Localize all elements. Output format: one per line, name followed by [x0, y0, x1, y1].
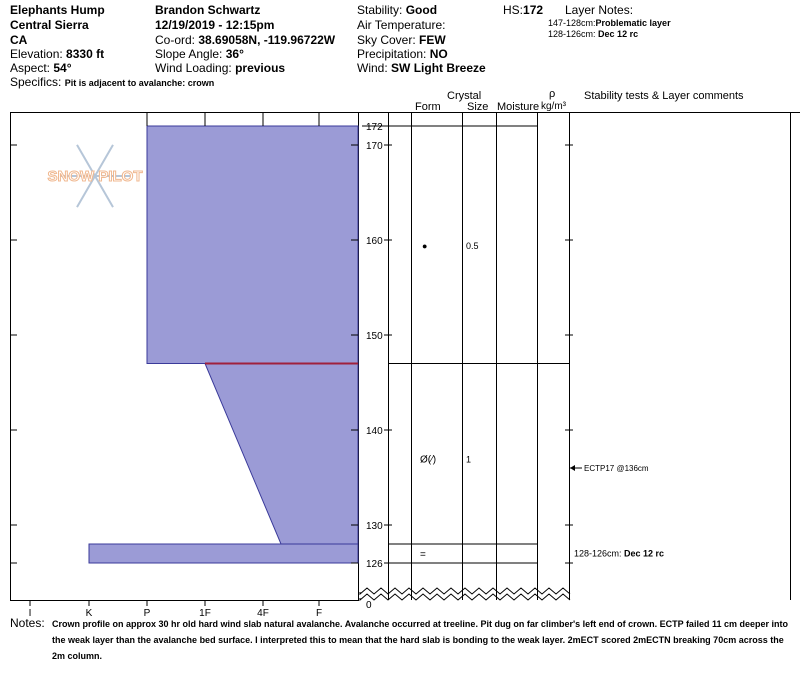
grain-form-1: ● — [422, 240, 428, 251]
col-rho: ρ — [549, 88, 556, 100]
stability-label: Stability: — [357, 3, 403, 17]
slope-value: 36° — [225, 47, 244, 61]
col-size: Size — [467, 101, 489, 113]
aspect-value: 54° — [53, 61, 72, 75]
layer-note-2-text: Dec 12 rc — [598, 29, 639, 39]
stability-value: Good — [405, 3, 438, 17]
datetime: 12/19/2019 - 12:15pm — [155, 18, 275, 32]
wind-loading-label: Wind Loading: — [155, 61, 232, 75]
col-stability-tests: Stability tests & Layer comments — [584, 90, 744, 102]
elevation-label: Elevation: — [10, 47, 63, 61]
grain-size-1: 0.5 — [466, 240, 479, 251]
layer-note-1-text: Problematic layer — [595, 18, 671, 28]
depth-label-126: 126 — [366, 559, 383, 570]
air-temperature: Air Temperature: — [357, 18, 446, 32]
depth-label-140: 140 — [366, 426, 383, 437]
layer-notes-label: Layer Notes: — [565, 3, 634, 17]
col-moisture: Moisture — [497, 101, 540, 113]
notes-text: Crown profile on approx 30 hr old hard wind slab natural avalanche. Avalanche occurred at treeline. Pit dug on far climber's left end of crown. ECTP failed 11 cm deeper into the weak layer than the avalanche bed surface. I interpreted this to mean that the hard slab is bonding to the weak layer. 2mECT scored 2mECTN breaking 70cm across the 2m column. — [52, 619, 788, 661]
specifics-label: Specifics: — [10, 75, 62, 89]
grain-form-2: Ø(⁄) — [420, 454, 437, 466]
hardness-label-I: I — [28, 608, 32, 619]
coord-value: 38.69058N, -119.96722W — [198, 33, 336, 47]
slope-label: Slope Angle: — [155, 47, 223, 61]
notes-label: Notes: — [10, 616, 45, 630]
wind-loading-value: previous — [235, 61, 286, 75]
depth-label-170: 170 — [366, 141, 383, 152]
hardness-label-K: K — [85, 608, 93, 619]
layer-comment-1: 128-126cm: Dec 12 rc — [574, 548, 665, 559]
state: CA — [10, 33, 28, 47]
col-crystal: Crystal — [447, 90, 482, 102]
hardness-label-1F: 1F — [199, 608, 211, 619]
hardness-layer-3 — [89, 544, 358, 563]
col-density-unit: kg/m³ — [541, 101, 566, 112]
hardness-layer-1 — [147, 126, 358, 364]
wind-label: Wind: — [357, 61, 388, 75]
depth-break-zigzag-2 — [360, 588, 570, 594]
coord-label: Co-ord: — [155, 33, 196, 47]
wind-value: SW Light Breeze — [391, 61, 486, 75]
depth-label-130: 130 — [366, 521, 383, 532]
layer-note-1-range: 147-128cm: — [548, 18, 596, 28]
depth-break-zigzag — [360, 594, 570, 600]
precip-value: NO — [429, 47, 448, 61]
observer: Brandon Schwartz — [155, 3, 261, 17]
hardness-layer-2 — [205, 364, 358, 545]
hardness-label-F: F — [315, 608, 323, 619]
grain-size-2: 1 — [466, 454, 472, 465]
hardness-label-4F: 4F — [257, 608, 269, 619]
layer-note-2-range: 128-126cm: — [548, 29, 596, 39]
grain-form-3: = — [420, 549, 426, 561]
hardness-label-P: P — [143, 608, 151, 619]
col-form: Form — [415, 101, 441, 113]
logo-text: SNOW PILOT — [47, 168, 143, 185]
specifics-value: Pit is adjacent to avalanche: crown — [64, 78, 215, 88]
sky-value: FEW — [419, 33, 446, 47]
sky-label: Sky Cover: — [357, 33, 416, 47]
hs-value: 172 — [523, 3, 544, 17]
range: Central Sierra — [10, 18, 89, 32]
elevation-value: 8330 ft — [66, 47, 105, 61]
hs-label: HS: — [503, 3, 524, 17]
test-arrowhead-1 — [570, 465, 575, 471]
depth-label-160: 160 — [366, 236, 383, 247]
aspect-label: Aspect: — [10, 61, 51, 75]
depth-label-0: 0 — [366, 600, 372, 611]
depth-label-172: 172 — [366, 122, 383, 133]
test-label-1: ECTP17 @136cm — [584, 464, 649, 473]
precip-label: Precipitation: — [357, 47, 427, 61]
location: Elephants Hump — [10, 3, 105, 17]
depth-label-150: 150 — [366, 331, 383, 342]
